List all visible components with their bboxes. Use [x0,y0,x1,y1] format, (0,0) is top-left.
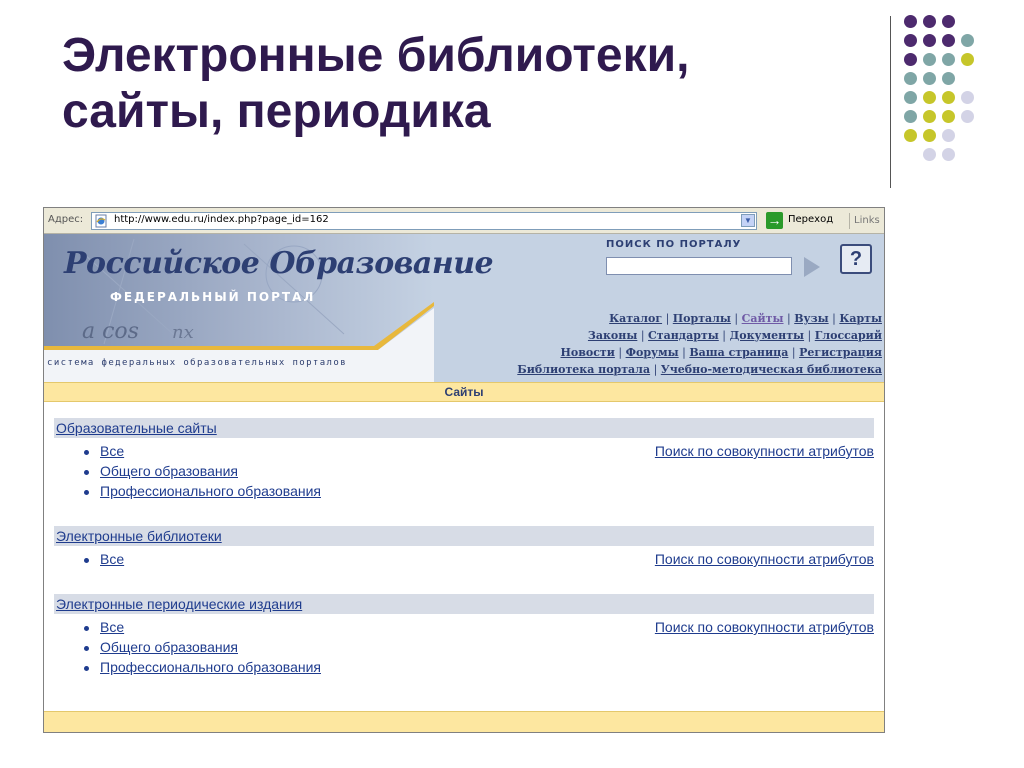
links-button[interactable]: Links [849,213,885,229]
portal-tagline: система федеральных образовательных порталов [47,358,348,368]
go-arrow-icon[interactable]: → [767,212,782,228]
chevron-down-icon[interactable]: ▼ [741,214,755,227]
group-header [54,526,874,546]
nav-row [432,327,882,344]
nav-link[interactable]: Законы [587,329,638,342]
nav-separator: | [828,312,840,325]
nav-link[interactable]: Новости [560,346,615,359]
search-input[interactable] [606,257,792,275]
decorative-dot [961,34,974,47]
browser-screenshot [43,207,885,733]
slide-title-line-2: сайты, периодика [62,85,491,138]
decorative-dot [904,91,917,104]
nav-link[interactable]: Вузы [794,312,829,325]
nav-separator: | [730,312,742,325]
nav-separator: | [662,312,673,325]
group-title-link[interactable]: Образовательные сайты [56,420,217,436]
bullet-icon [84,558,89,563]
bullet-icon [84,626,89,631]
slide-title [62,28,822,140]
nav-separator: | [783,312,795,325]
bullet-icon [84,450,89,455]
list-item-link[interactable]: Профессионального образования [100,659,321,675]
decorative-dot [923,34,936,47]
list-item-link[interactable]: Все [100,551,125,567]
bullet-icon [84,646,89,651]
attribute-search-link[interactable]: Поиск по совокупности атрибутов [654,443,874,459]
banner-formula: a cos [82,319,139,344]
decorative-dot [923,15,936,28]
decorative-dot [942,129,955,142]
address-bar [44,208,884,234]
attribute-search-link[interactable]: Поиск по совокупности атрибутов [654,551,874,567]
attribute-search-link[interactable]: Поиск по совокупности атрибутов [654,619,874,635]
decorative-dot [923,72,936,85]
nav-separator: | [650,363,661,376]
group-header [54,594,874,614]
decorative-dot [942,148,955,161]
decorative-dot [904,72,917,85]
decorative-dot [942,110,955,123]
portal-logo-subtitle: ФЕДЕРАЛЬНЫЙ ПОРТАЛ [110,290,316,304]
nav-link[interactable]: Порталы [672,312,731,325]
decorative-divider [890,16,891,188]
decorative-dot [942,53,955,66]
ie-page-icon [94,214,108,228]
list-item-link[interactable]: Профессионального образования [100,483,321,499]
help-button[interactable]: ? [840,244,872,274]
list-item-link[interactable]: Общего образования [100,639,238,655]
decorative-dot [961,53,974,66]
decorative-dot [904,129,917,142]
decorative-dot [904,53,917,66]
nav-link[interactable]: Глоссарий [814,329,882,342]
nav-link[interactable]: Каталог [609,312,663,325]
bullet-icon [84,666,89,671]
list-item-link[interactable]: Общего образования [100,463,238,479]
list-item-link[interactable]: Все [100,443,125,459]
nav-link[interactable]: Карты [839,312,882,325]
address-url: http://www.edu.ru/index.php?page_id=162 [114,214,329,225]
decorative-dot [961,91,974,104]
go-button[interactable]: Переход [788,214,834,225]
decorative-dot [904,110,917,123]
group-title-link[interactable]: Электронные периодические издания [56,596,303,612]
bullet-icon [84,470,89,475]
portal-logo-title[interactable]: Российское Образование [64,246,494,281]
portal-banner [44,234,884,382]
search-submit-icon[interactable] [804,257,820,277]
decorative-dot [923,53,936,66]
section-title-bar: Сайты [44,382,884,402]
nav-link[interactable]: Регистрация [799,346,882,359]
decorative-dot [923,129,936,142]
search-label: ПОИСК ПО ПОРТАЛУ [606,239,742,250]
footer-bar [44,711,884,733]
decorative-dot [942,34,955,47]
banner-formula-2: nx [172,322,194,343]
decorative-dot [923,148,936,161]
decorative-dot [942,72,955,85]
decorative-dot [942,91,955,104]
nav-link[interactable]: Сайты [741,312,784,325]
address-input[interactable] [91,212,757,230]
nav-separator: | [678,346,690,359]
list-item-link[interactable]: Все [100,619,125,635]
decorative-dot [942,15,955,28]
nav-row [432,310,882,327]
nav-separator: | [614,346,626,359]
decorative-dot [904,34,917,47]
portal-navigation [432,310,882,378]
nav-row [432,361,882,378]
decorative-dot [923,91,936,104]
nav-link[interactable]: Библиотека портала [517,363,651,376]
nav-link[interactable]: Ваша страница [689,346,789,359]
group-header [54,418,874,438]
decorative-dot [904,15,917,28]
decorative-dot [961,110,974,123]
address-label: Адрес: [48,214,84,225]
nav-link[interactable]: Стандарты [648,329,719,342]
nav-separator: | [637,329,649,342]
slide-title-line-1: Электронные библиотеки, [62,29,690,82]
nav-separator: | [804,329,815,342]
nav-link[interactable]: Учебно-методическая библиотека [660,363,882,376]
bullet-icon [84,490,89,495]
decorative-dot [923,110,936,123]
nav-link[interactable]: Документы [729,329,805,342]
nav-row [432,344,882,361]
nav-separator: | [718,329,730,342]
group-title-link[interactable]: Электронные библиотеки [56,528,222,544]
nav-link[interactable]: Форумы [625,346,679,359]
nav-separator: | [788,346,800,359]
